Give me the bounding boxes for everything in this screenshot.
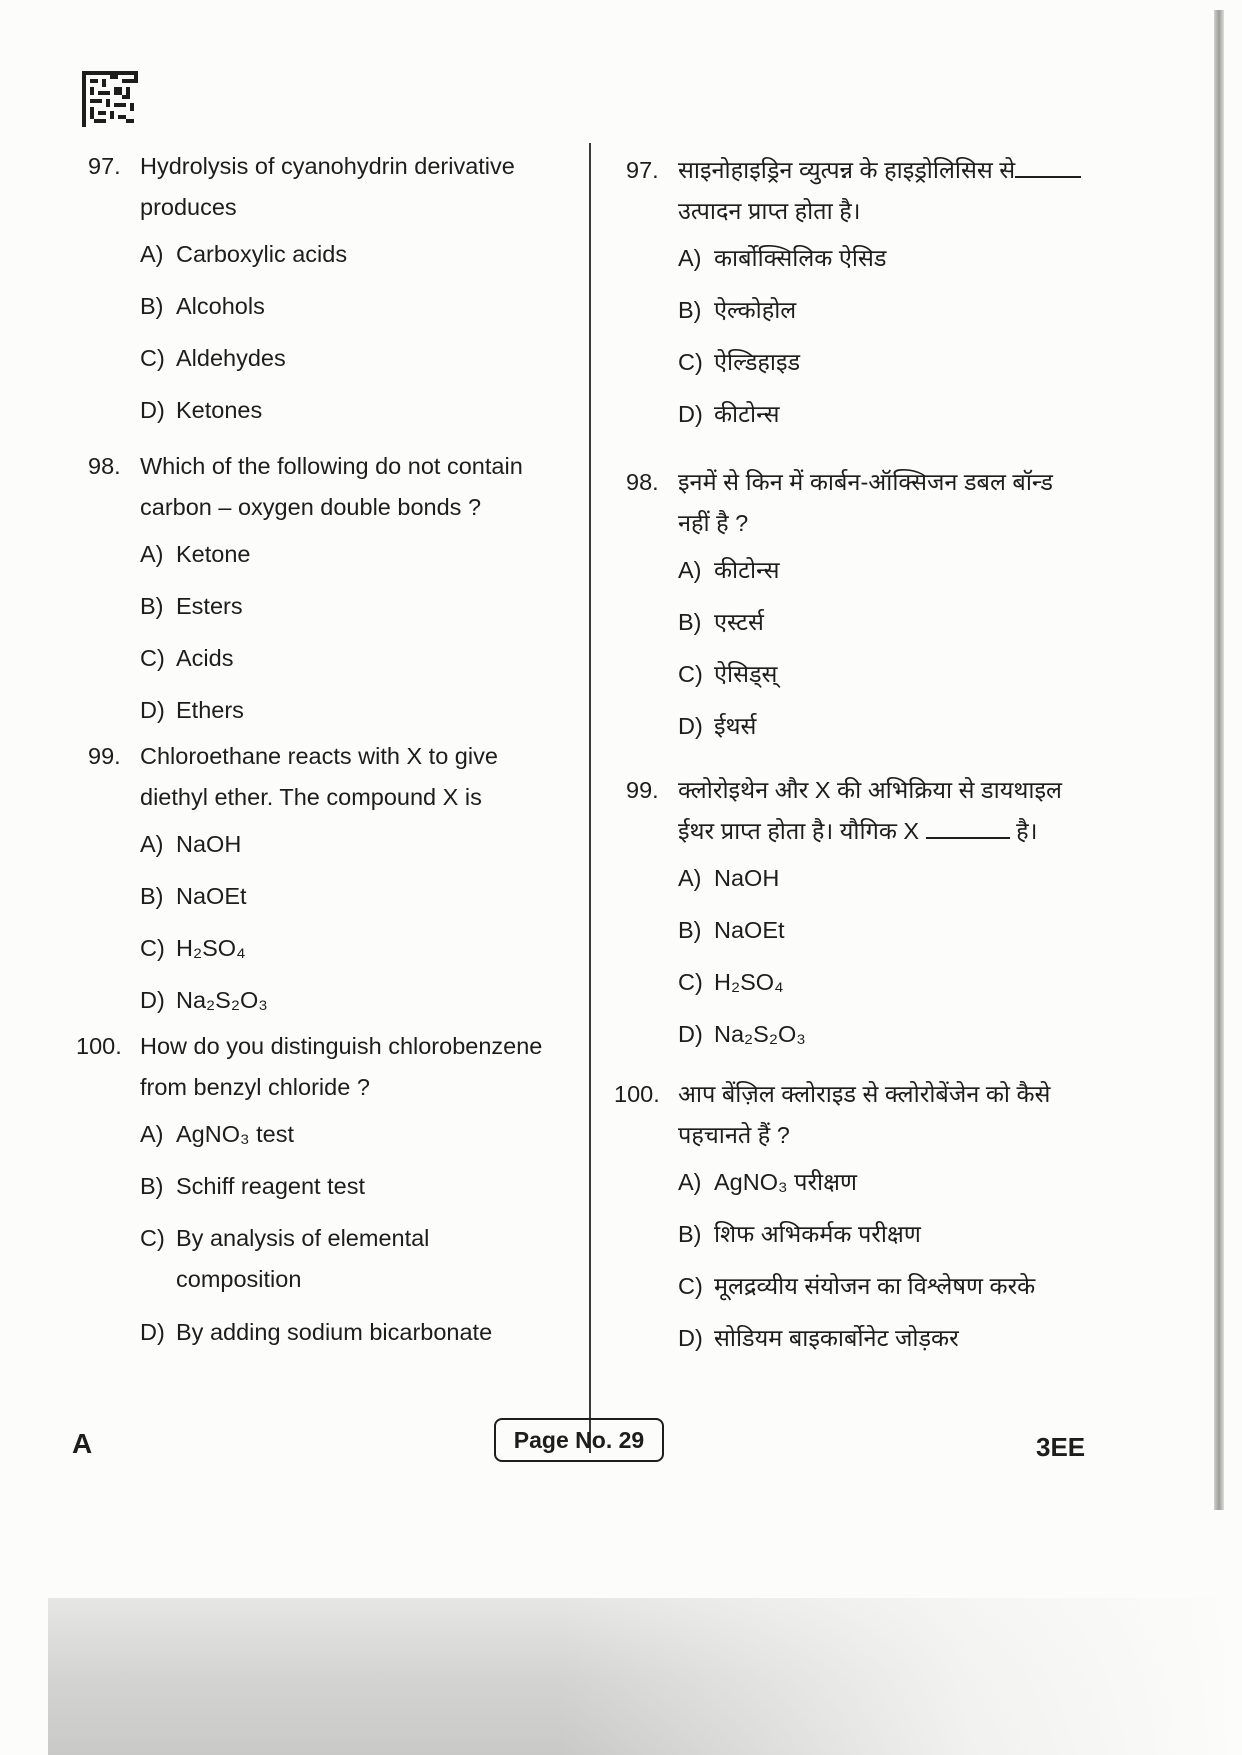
option-c[interactable]: C) ऐल्डिहाइड xyxy=(678,349,801,375)
question-number: 99. xyxy=(626,777,659,803)
option-c[interactable]: C) ऐसिड्स् xyxy=(678,661,778,687)
answer-blank xyxy=(1015,162,1081,178)
option-a[interactable]: A) Ketone xyxy=(140,541,251,567)
option-c[interactable]: C) Acids xyxy=(140,645,234,671)
question-text: पहचानते हैं ? xyxy=(678,1122,790,1148)
question-text: ईथर प्राप्त होता है। यौगिक X है। xyxy=(678,818,1038,844)
option-a[interactable]: A) कीटोन्स xyxy=(678,557,780,583)
option-a[interactable]: A) AgNO₃ test xyxy=(140,1121,294,1147)
series-letter: A xyxy=(72,1428,93,1459)
question-text: 100. आप बेंज़िल क्लोराइड से क्लोरोबेंजेन को कैसे xyxy=(626,1074,1096,1115)
option-b[interactable]: B) Schiff reagent test xyxy=(140,1173,365,1199)
english-column xyxy=(76,146,576,1358)
column-divider xyxy=(589,143,591,1453)
question-text: 97. Hydrolysis of cyanohydrin derivative xyxy=(88,146,576,187)
question-text: 98. Which of the following do not contain xyxy=(88,446,576,487)
option-d[interactable]: D) Ketones xyxy=(140,397,263,423)
option-a[interactable]: A) NaOH xyxy=(678,865,780,891)
question-text: 98. इनमें से किन में कार्बन-ऑक्सिजन डबल बॉन्ड xyxy=(626,462,1096,503)
question-99-hi xyxy=(626,770,1096,1060)
question-99-en xyxy=(88,736,576,1026)
option-b[interactable]: B) एस्टर्स xyxy=(678,609,764,635)
booklet-code: 3EE xyxy=(1036,1432,1086,1462)
option-d[interactable]: D) ईथर्स xyxy=(678,713,757,739)
question-97-en xyxy=(88,146,576,436)
option-d[interactable]: D) Na₂S₂O₃ xyxy=(678,1021,806,1047)
scan-shadow-fade xyxy=(560,1598,1242,1755)
question-text: 97. साइनोहाइड्रिन व्युत्पन्न के हाइड्रोलिसिस से xyxy=(626,150,1096,191)
question-100-hi xyxy=(614,1074,1096,1364)
option-b[interactable]: B) Alcohols xyxy=(140,293,265,319)
option-b[interactable]: B) NaOEt xyxy=(140,883,247,909)
question-97-hi xyxy=(626,150,1096,440)
question-98-hi xyxy=(626,462,1096,752)
qr-code-icon xyxy=(82,70,138,128)
option-d[interactable]: D) कीटोन्स xyxy=(678,401,780,427)
question-number: 97. xyxy=(626,157,659,183)
question-text: from benzyl chloride ? xyxy=(140,1074,370,1100)
question-text: diethyl ether. The compound X is xyxy=(140,784,482,810)
hindi-column xyxy=(614,150,1096,1364)
page-number-box: Page No. 29 xyxy=(494,1418,664,1462)
option-b[interactable]: B) शिफ अभिकर्मक परीक्षण xyxy=(678,1221,921,1247)
option-b[interactable]: B) NaOEt xyxy=(678,917,785,943)
option-b[interactable]: B) ऐल्कोहोल xyxy=(678,297,797,323)
option-a[interactable]: A) कार्बोक्सिलिक ऐसिड xyxy=(678,245,887,271)
option-a[interactable]: A) AgNO₃ परीक्षण xyxy=(678,1169,857,1195)
question-text: produces xyxy=(140,194,237,220)
question-text: 99. क्लोरोइथेन और X की अभिक्रिया से डायथाइल xyxy=(626,770,1096,811)
question-text: 99. Chloroethane reacts with X to give xyxy=(88,736,576,777)
page-edge xyxy=(1214,10,1224,1510)
question-number: 99. xyxy=(88,743,121,769)
question-number: 100. xyxy=(614,1081,660,1107)
option-d[interactable]: D) सोडियम बाइकार्बोनेट जोड़कर xyxy=(678,1325,959,1351)
option-d[interactable]: D) By adding sodium bicarbonate xyxy=(140,1319,493,1345)
question-number: 100. xyxy=(76,1033,122,1059)
option-c[interactable]: C) By analysis of elemental composition xyxy=(140,1225,430,1292)
question-text: उत्पादन प्राप्त होता है। xyxy=(678,198,861,224)
question-text: नहीं है ? xyxy=(678,510,749,536)
answer-blank xyxy=(926,823,1010,839)
question-100-en xyxy=(76,1026,576,1358)
option-d[interactable]: D) Na₂S₂O₃ xyxy=(140,987,268,1013)
option-a[interactable]: A) NaOH xyxy=(140,831,242,857)
option-c[interactable]: C) Aldehydes xyxy=(140,345,286,371)
option-c[interactable]: C) H₂SO₄ xyxy=(678,969,784,995)
question-number: 98. xyxy=(88,453,121,479)
option-b[interactable]: B) Esters xyxy=(140,593,243,619)
question-text: carbon – oxygen double bonds ? xyxy=(140,494,482,520)
question-number: 98. xyxy=(626,469,659,495)
question-98-en xyxy=(88,446,576,736)
option-c[interactable]: C) H₂SO₄ xyxy=(140,935,246,961)
option-a[interactable]: A) Carboxylic acids xyxy=(140,241,348,267)
option-c[interactable]: C) मूलद्रव्यीय संयोजन का विश्लेषण करके xyxy=(678,1273,1036,1299)
question-text: 100. How do you distinguish chlorobenzene xyxy=(88,1026,576,1067)
option-d[interactable]: D) Ethers xyxy=(140,697,244,723)
question-number: 97. xyxy=(88,153,121,179)
